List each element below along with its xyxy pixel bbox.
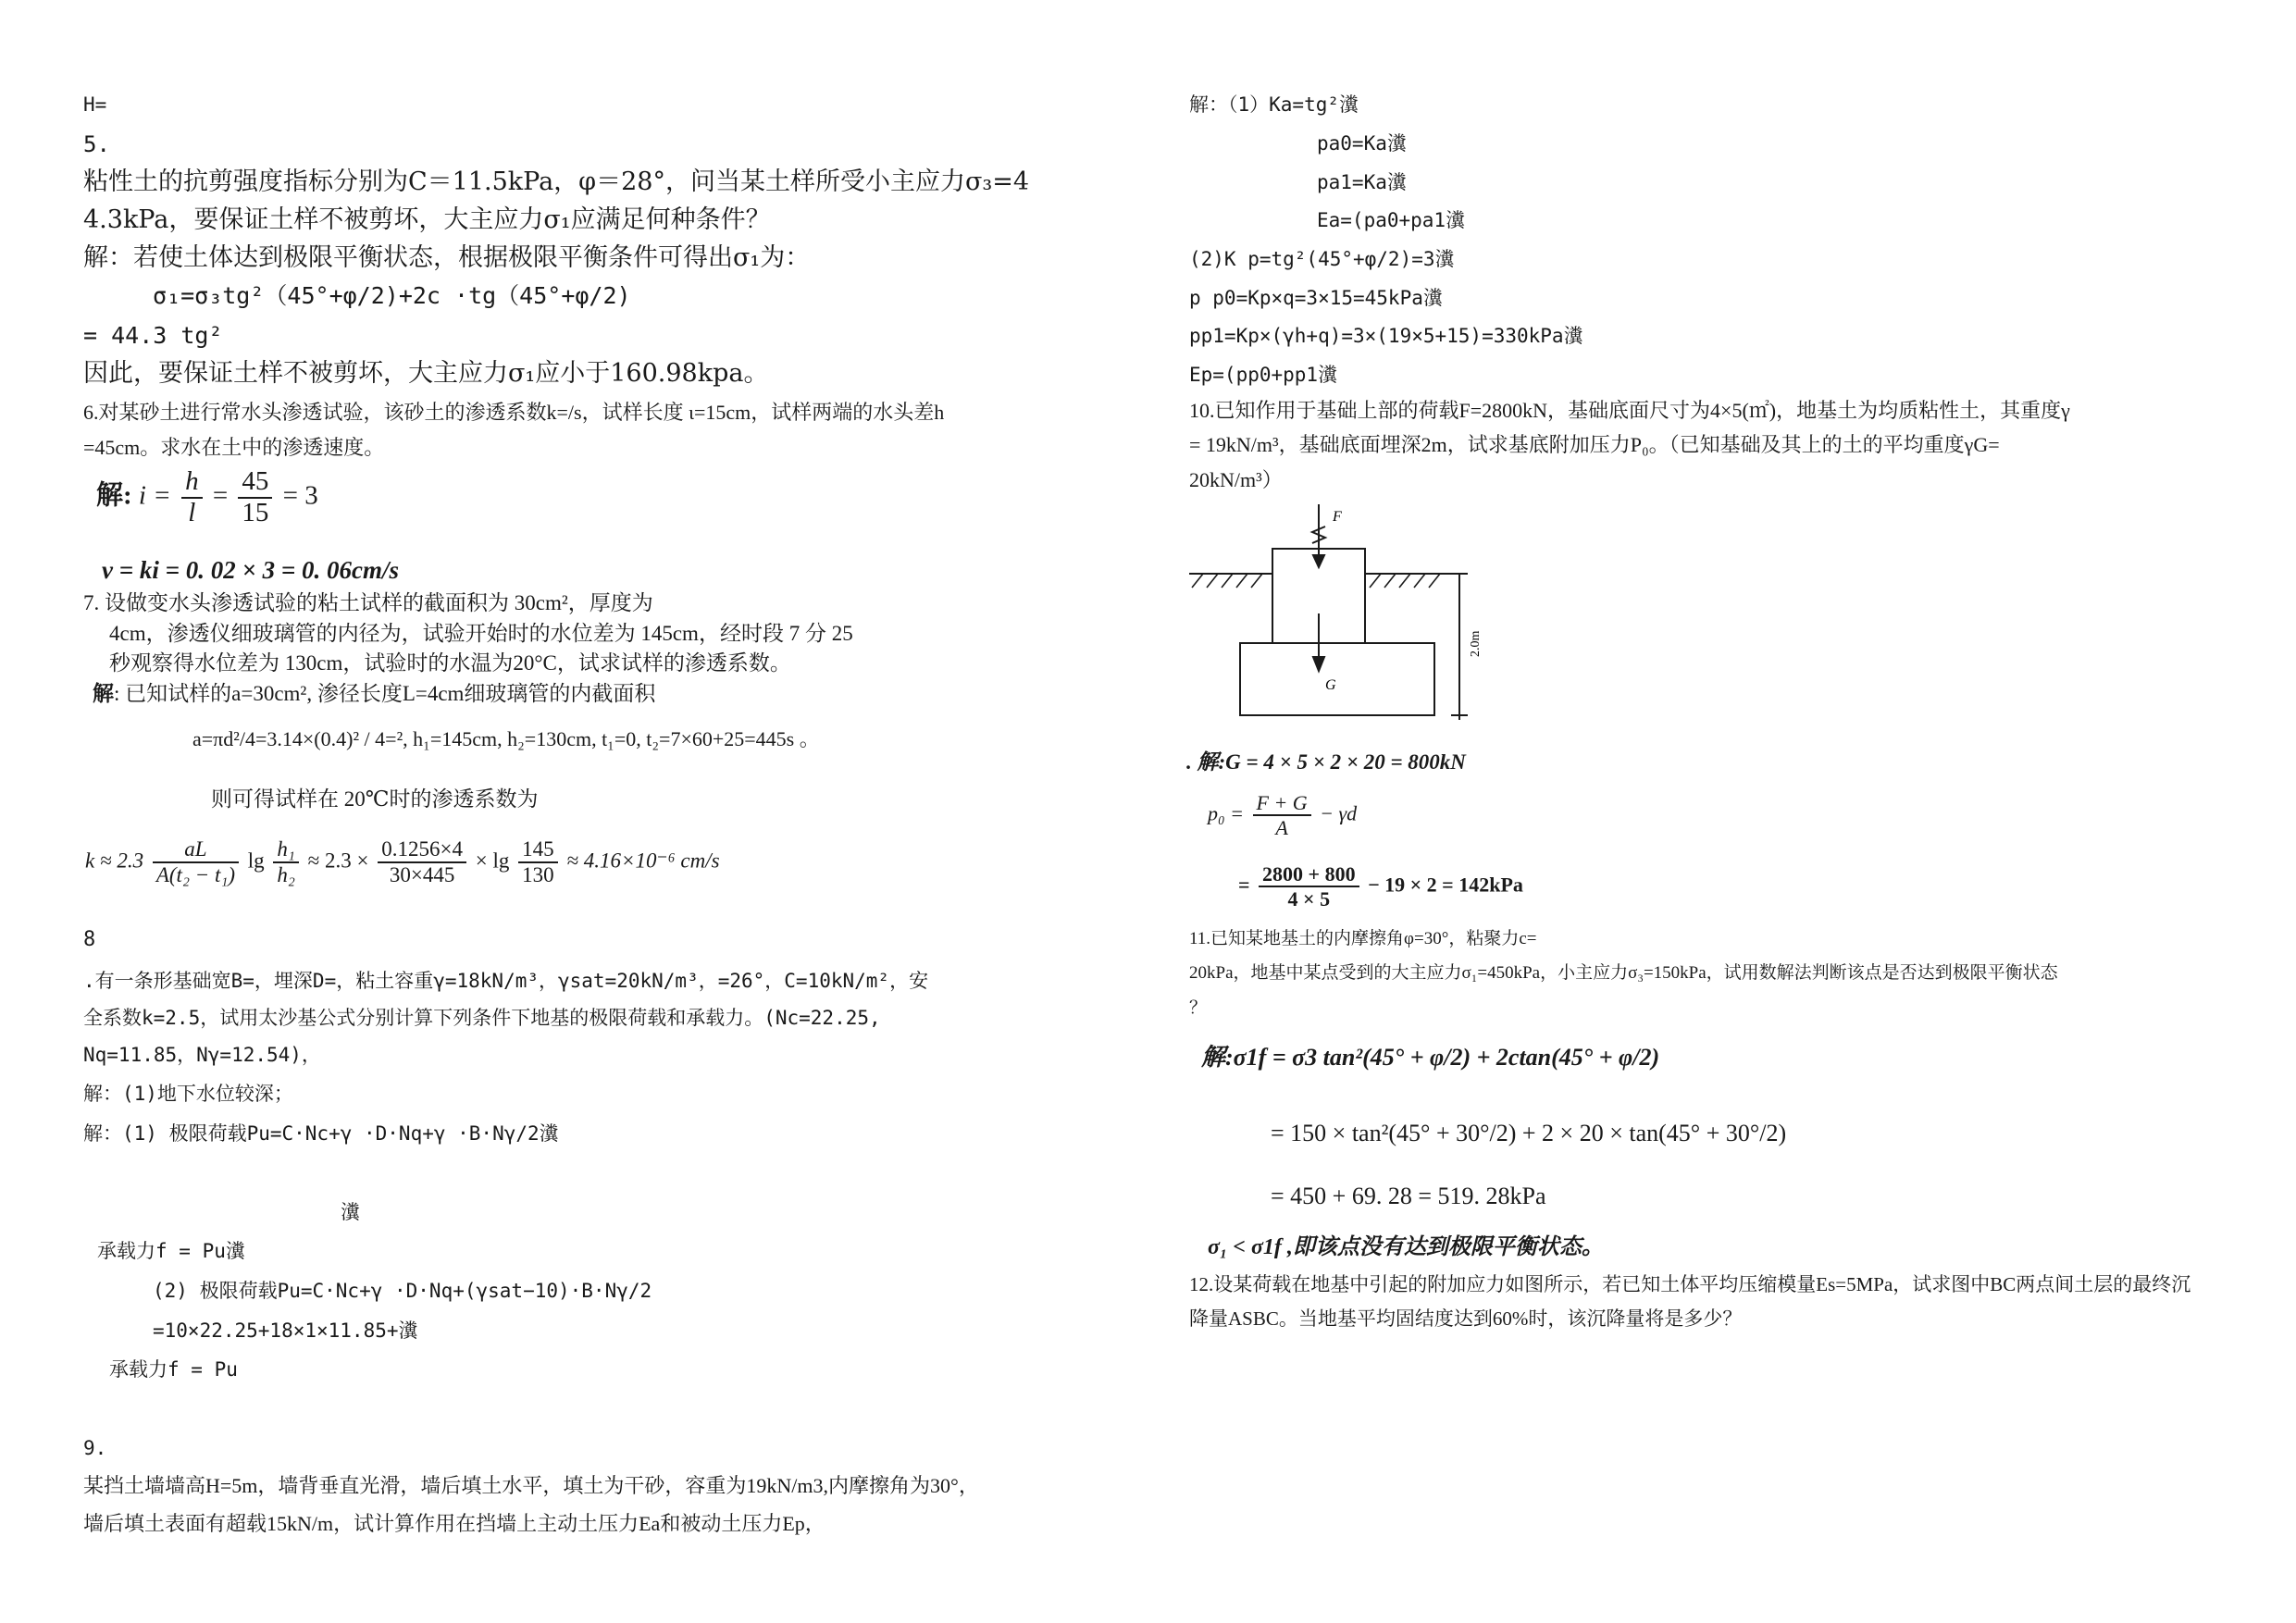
q10-text-line2: = 19kN/m³，基础底面埋深2m，试求基底附加压力P₀。（已知基础及其上的土的平均重度γG= [1189,433,2000,456]
q9-text-line2: 墙后填土表面有超载15kN/m，试计算作用在挡墙上主动土压力Ea和被动土压力Ep， [83,1512,825,1535]
q6-sol-prefix: 解: [96,480,132,511]
q9-solution-8: Ep=(pp0+pp1瀵 [1189,364,1338,386]
q7-text-line3: 秒观察得水位差为 130cm，试验时的水温为20°C，试求试样的渗透系数。 [109,651,791,675]
q11-text-line2: 20kPa，地基中某点受到的大主应力σ₁=450kPa，小主应力σ₃=150kPa，试用数解法判断该点是否达到极限平衡状态 [1189,963,2058,983]
q11-solution-3: = 450 + 69. 28 = 519. 28kPa [1271,1183,1546,1209]
q7-lg2: × lg [475,849,510,873]
q7-area-equation: a=πd²/4=3.14×(0.4)² / 4=², h₁=145cm, h₂=130cm, t₁=0, t₂=7×60+25=445s 。 [192,727,820,750]
q7-k-equation [85,837,720,888]
q7-lg1: lg [247,849,265,873]
q7-then-text: 则可得试样在 20℃时的渗透系数为 [211,787,539,811]
q10-p0-lhs: p₀ = [1208,801,1244,825]
q10-frac-FG-A [1253,791,1311,840]
q9-solution-2: pa0=Ka瀵 [1317,132,1407,155]
q10-text-line1: 10.已知作用于基础上部的荷载F=2800kN，基础底面尺寸为4×5(㎡)，地基土为均质粘性土，其重度γ [1189,399,2070,422]
q6-frac1-num: h [181,467,203,499]
q8-solution-1: 解：(1)地下水位较深； [83,1083,293,1105]
q10-f2-num: 2800 + 800 [1259,862,1359,887]
q7-sol-label: 解 [93,682,114,705]
q7-text-line1: 7. 设做变水头渗透试验的粘土试样的截面积为 30cm²，厚度为 [83,591,653,614]
q9-solution-4: Ea=(pa0+pa1瀵 [1317,209,1466,231]
q5-solution-intro: 解：若使土体达到极限平衡状态，根据极限平衡条件可得出σ₁为： [83,243,811,272]
q11-conclusion: σ₁ < σ1f ,即该点没有达到极限平衡状态。 [1208,1235,1604,1259]
q10-frac-numeric [1259,862,1359,911]
q11-solution-2: = 150 × tan²(45° + 30°/2) + 2 × 20 × tan(45° + 30°/2) [1271,1120,1787,1146]
q10-calc-lhs: = [1238,873,1250,897]
q10-p0-den: A [1275,816,1288,840]
q10-f2-den: 4 × 5 [1287,887,1331,911]
figure-label-depth: 2.0m [1469,630,1483,657]
q6-frac1-den: l [188,497,196,527]
q9-solution-6: p p0=Kp×q=3×15=45kPa瀵 [1189,287,1443,309]
figure-label-G: G [1325,677,1336,693]
q8-number: 8 [83,928,96,951]
q8-text-line1: .有一条形基础宽B=，埋深D=，粘土容重γ=18kN/m³，γsat=20kN/m³，=26°，C=10kN/m²，安 [83,970,929,992]
q7-frac-145-130 [518,837,558,888]
foundation-diagram [1185,504,1499,736]
q6-frac2-num: 45 [238,467,272,499]
q11-solution-1: 解:σ1f = σ3 tan²(45° + φ/2) + 2ctan(45° + φ/2) [1201,1044,1660,1071]
q10-p0-rest: − γd [1320,801,1358,825]
q8-text-line3: Nq=11.85，Nγ=12.54)， [83,1044,321,1066]
q9-solution-7: pp1=Kp×(γh+q)=3×(19×5+15)=330kPa瀵 [1189,325,1583,347]
q7-frac-h [273,837,299,888]
q11-text-line1: 11.已知某地基土的内摩擦角φ=30°，粘聚力c= [1189,929,1537,948]
q10-p0-calc [1238,862,1523,911]
q10-solution-1: . 解:G = 4 × 5 × 2 × 20 = 800kN [1186,750,1466,774]
q12-text-line1: 12.设某荷载在地基中引起的附加应力如图所示，若已知土体平均压缩模量Es=5MPa，试求图中BC两点间土层的最终沉 [1189,1273,2191,1295]
q7-k-start: k ≈ 2.3 [85,849,144,873]
q7-frac-aL [153,837,239,888]
q7-sol-text: : 已知试样的a=30cm², 渗径长度L=4cm细玻璃管的内截面积 [114,682,656,705]
q11-text-line3: ？ [1189,998,1208,1018]
q7-f4-num: 145 [518,837,558,863]
q7-f1-num: aL [153,837,239,863]
q12-text-line2: 降量ASBC。当地基平均固结度达到60%时，该沉降量将是多少？ [1189,1307,1743,1330]
q9-solution-3: pa1=Ka瀵 [1317,171,1407,193]
q9-text-line1: 某挡土墙墙高H=5m，墙背垂直光滑，墙后填土水平，填土为干砂，容重为19kN/m3,内摩擦角为30°， [83,1474,979,1497]
q6-eq-sign: = [212,480,229,511]
q7-f1-den: A(t₂ − t₁) [155,863,236,887]
h-equation: H= [83,93,107,116]
q7-mid: ≈ 2.3 × [307,849,369,873]
q5-equation-2: = 44.3 tg² [83,322,223,349]
q8-bearing-capacity-1: 承载力f = Pu瀵 [97,1240,245,1262]
q5-conclusion: 因此，要保证土样不被剪坏，大主应力σ₁应小于160.98kpa。 [83,359,769,388]
q7-f4-den: 130 [522,863,554,887]
q7-f2-den: h₂ [277,863,295,887]
q7-f3-den: 30×445 [389,863,455,887]
q6-velocity-equation: v = ki = 0. 02 × 3 = 0. 06cm/s [102,556,400,584]
q6-frac2-den: 15 [242,497,269,527]
q8-solution-2: 解：(1) 极限荷载Pu=C·Nc+γ ·D·Nq+γ ·B·Nγ/2瀵 [83,1122,559,1145]
q8-solution-4: =10×22.25+18×1×11.85+瀵 [153,1319,418,1342]
q7-solution-line [93,683,655,704]
q6-text-line2: =45cm。求水在土中的渗透速度。 [83,436,385,459]
q6-i-equation [96,467,318,528]
q10-p0-equation [1208,791,1357,840]
q10-p0-num: F + G [1253,791,1311,816]
q7-k-result: ≈ 4.16×10⁻⁶ cm/s [566,849,720,873]
q6-fraction-h-l [181,467,203,528]
q8-bearing-capacity-2: 承载力f = Pu [109,1358,238,1381]
q5-number: 5. [83,131,110,157]
q8-blank-line: 瀵 [341,1201,360,1223]
q7-frac-numeric [378,837,466,888]
q6-text-line1: 6.对某砂土进行常水头渗透试验，该砂土的渗透系数k=/s，试样长度 ι=15cm，试样两端的水头差h [83,401,945,424]
q8-text-line2: 全系数k=2.5，试用太沙基公式分别计算下列条件下地基的极限荷载和承载力。(Nc=22.25, [83,1007,881,1029]
q7-f2-num: h₁ [273,837,299,863]
q6-i-result: = 3 [282,480,318,511]
q5-equation-1: σ₁=σ₃tg²（45°+φ/2)+2c ·tg（45°+φ/2) [153,282,631,309]
q9-solution-5: (2)K p=tg²(45°+φ/2)=3瀵 [1189,248,1455,270]
q5-text-line2: 4.3kPa，要保证土样不被剪坏，大主应力σ₁应满足何种条件？ [83,205,771,234]
q6-i-lhs: i = [138,480,171,511]
q10-text-line3: 20kN/m³） [1189,468,1283,491]
q7-text-line2: 4cm，渗透仪细玻璃管的内径为，试验开始时的水位差为 145cm，经时段 7 分 25 [109,622,853,645]
q8-solution-3: (2) 极限荷载Pu=C·Nc+γ ·D·Nq+(γsat−10)·B·Nγ/2 [153,1280,652,1302]
figure-label-F: F [1333,509,1342,525]
q7-f3-num: 0.1256×4 [378,837,466,863]
q6-fraction-45-15 [238,467,272,528]
q9-solution-1: 解：（1）Ka=tg²瀵 [1189,93,1359,116]
q9-number: 9. [83,1437,107,1459]
q5-text-line1: 粘性土的抗剪强度指标分别为C＝11.5kPa，φ＝28°，问当某土样所受小主应力σ₃=4 [83,167,1030,196]
q10-calc-rest: − 19 × 2 = 142kPa [1368,873,1523,897]
